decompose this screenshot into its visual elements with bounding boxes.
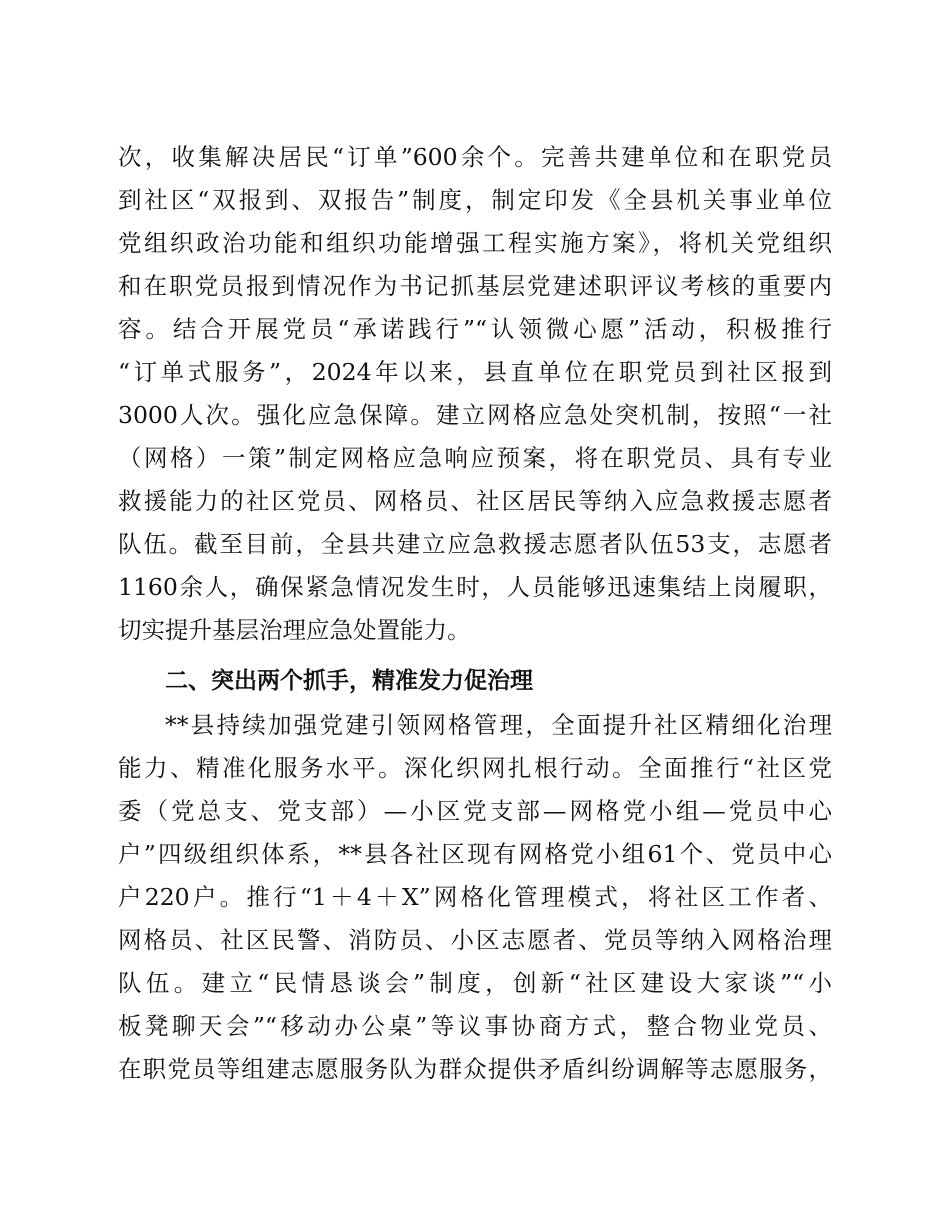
paragraph-line: **县持续加强党建引领网格管理，全面提升社区精细化治理 xyxy=(165,711,832,739)
paragraph-line: 切实提升基层治理应急处置能力。 xyxy=(118,616,471,644)
paragraph-line: 户220户。推行“1＋4＋X”网格化管理模式，将社区工作者、 xyxy=(118,883,832,911)
paragraph-line: 救援能力的社区党员、网格员、社区居民等纳入应急救援志愿者 xyxy=(118,487,832,515)
paragraph-line: 1160余人，确保紧急情况发生时，人员能够迅速集结上岗履职， xyxy=(118,573,832,601)
paragraph-line: “订单式服务”，2024年以来，县直单位在职党员到社区报到 xyxy=(118,358,832,386)
paragraph-line: 户”四级组织体系，**县各社区现有网格党小组61个、党员中心 xyxy=(118,840,832,868)
paragraph-line: 队伍。截至目前，全县共建立应急救援志愿者队伍53支，志愿者 xyxy=(118,530,832,558)
paragraph-line: 队伍。建立“民情恳谈会”制度，创新“社区建设大家谈”“小 xyxy=(118,969,832,997)
section-heading: 二、突出两个抓手，精准发力促治理 xyxy=(165,668,533,694)
paragraph-line: 3000人次。强化应急保障。建立网格应急处突机制，按照“一社 xyxy=(118,401,832,429)
paragraph-line: 和在职党员报到情况作为书记抓基层党建述职评议考核的重要内 xyxy=(118,272,832,300)
paragraph-line: 网格员、社区民警、消防员、小区志愿者、党员等纳入网格治理 xyxy=(118,926,832,954)
paragraph-line: 能力、精准化服务水平。深化织网扎根行动。全面推行“社区党 xyxy=(118,754,832,782)
paragraph-line: 容。结合开展党员“承诺践行”“认领微心愿”活动，积极推行 xyxy=(118,315,832,343)
paragraph-line: 板凳聊天会”“移动办公桌”等议事协商方式，整合物业党员、 xyxy=(118,1012,832,1040)
paragraph-line: 到社区“双报到、双报告”制度，制定印发《全县机关事业单位 xyxy=(118,186,832,214)
paragraph-line: （网格）一策”制定网格应急响应预案，将在职党员、具有专业 xyxy=(118,444,832,472)
paragraph-line: 在职党员等组建志愿服务队为群众提供矛盾纠纷调解等志愿服务， xyxy=(118,1055,832,1083)
paragraph-line: 次，收集解决居民“订单”600余个。完善共建单位和在职党员 xyxy=(118,143,832,171)
paragraph-line: 委（党总支、党支部）—小区党支部—网格党小组—党员中心 xyxy=(118,797,832,825)
paragraph-line: 党组织政治功能和组织功能增强工程实施方案》，将机关党组织 xyxy=(118,229,832,257)
